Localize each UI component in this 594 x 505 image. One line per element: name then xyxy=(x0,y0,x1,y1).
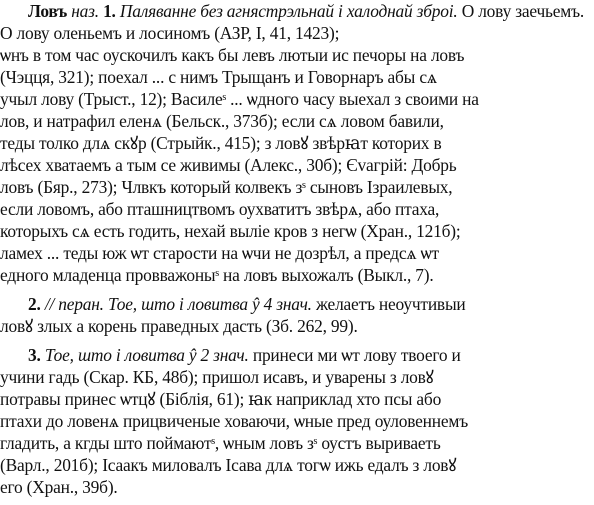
citation-text: желаетъ неоучтивыи xyxy=(311,294,466,314)
citation-text: О лову заечьемъ. xyxy=(457,1,585,21)
entry-line: потравы принес ѡтцꙋ (Біблія, 61); ꙗк наприклад хто псы або xyxy=(0,389,442,409)
entry-line: (Чэцця, 321); поехал ... с нимъ Трыщанъ и Говорнаръ абы сѧ xyxy=(0,67,437,87)
entry-line: птахи до ловенѧ прицвиченые ховаючи, ѡные пред оуловеннемъ xyxy=(0,411,469,431)
definition: // перан. Тое, што і ловитва ŷ 4 знач. xyxy=(44,294,312,314)
entry-line: ловъ (Бяр., 273); Члвкъ который колвекъ зˢ сыновъ Ізраилевых, xyxy=(0,177,453,197)
entry-line-continued: О лову оленьемъ и лосиномъ (АЗР, І, 41, 1423); xyxy=(0,23,340,43)
entry-line: едного младенца провважоныˢ на ловъ выхожалъ (Выкл., 7). xyxy=(0,265,434,285)
entry-line: учини гадь (Скар. КБ, 48б); пришол исавъ, и уварены з ловꙋ xyxy=(0,367,434,387)
entry-line: его (Хран., 39б). xyxy=(0,477,118,497)
entry-line: теды толко длѧ скꙋр (Стрыйк., 415); з ловꙋ звѣрꙗт которих в xyxy=(0,133,442,153)
entry-line xyxy=(0,0,594,22)
entry-line: которыхъ сѧ есть годить, нехай выліе кров з негѡ (Хран., 121б); xyxy=(0,221,461,241)
citation-text: принеси ми ѡт лову твоего и xyxy=(248,345,461,365)
entry-line: лѣсех хватаемъ а тым се живимы (Алекс., 30б); Єvагрій: Добрь xyxy=(0,155,457,175)
entry-line: лов, и натрафил еленѧ (Бельск., 373б); если сѧ ловом бавили, xyxy=(0,111,444,131)
entry-line: ламех ... теды юж ѡт старости на ѡчи не дозрѣл, а предсѧ ѡт xyxy=(0,243,439,263)
definition: Тое, што і ловитва ŷ 2 знач. xyxy=(44,345,249,365)
entry-line xyxy=(0,344,594,366)
entry-line: (Варл., 201б); Ісаакъ миловалъ Ісава длѧ тогѡ ижь едалъ з ловꙋ xyxy=(0,455,457,475)
entry-line: учыл лову (Трыст., 12); Василеˢ ... ѡдного часу выехал з своими на xyxy=(0,89,479,109)
entry-line: ѡнъ в том час оускочилъ какъ бы левъ лютыи ис печоры на ловъ xyxy=(0,45,465,65)
entry-line: если ловомъ, або пташництвомъ оухватитъ звѣрѧ, або птаха, xyxy=(0,199,440,219)
part-of-speech: наз. xyxy=(71,1,99,21)
headword: Ловъ xyxy=(28,1,68,21)
sense-number: 2. xyxy=(28,294,41,314)
sense-number: 1. xyxy=(103,1,116,21)
definition: Паляванне без агнястрэльнай і халоднай зброі. xyxy=(119,1,458,21)
entry-line: ловꙋ злых а корень праведных дасть (Зб. 262, 99). xyxy=(0,316,358,336)
entry-line xyxy=(0,293,594,315)
entry-line: гладить, а кгды што поймаютˢ, ѡным ловъ зˢ оустъ выриваеть xyxy=(0,433,441,453)
sense-number: 3. xyxy=(28,345,41,365)
